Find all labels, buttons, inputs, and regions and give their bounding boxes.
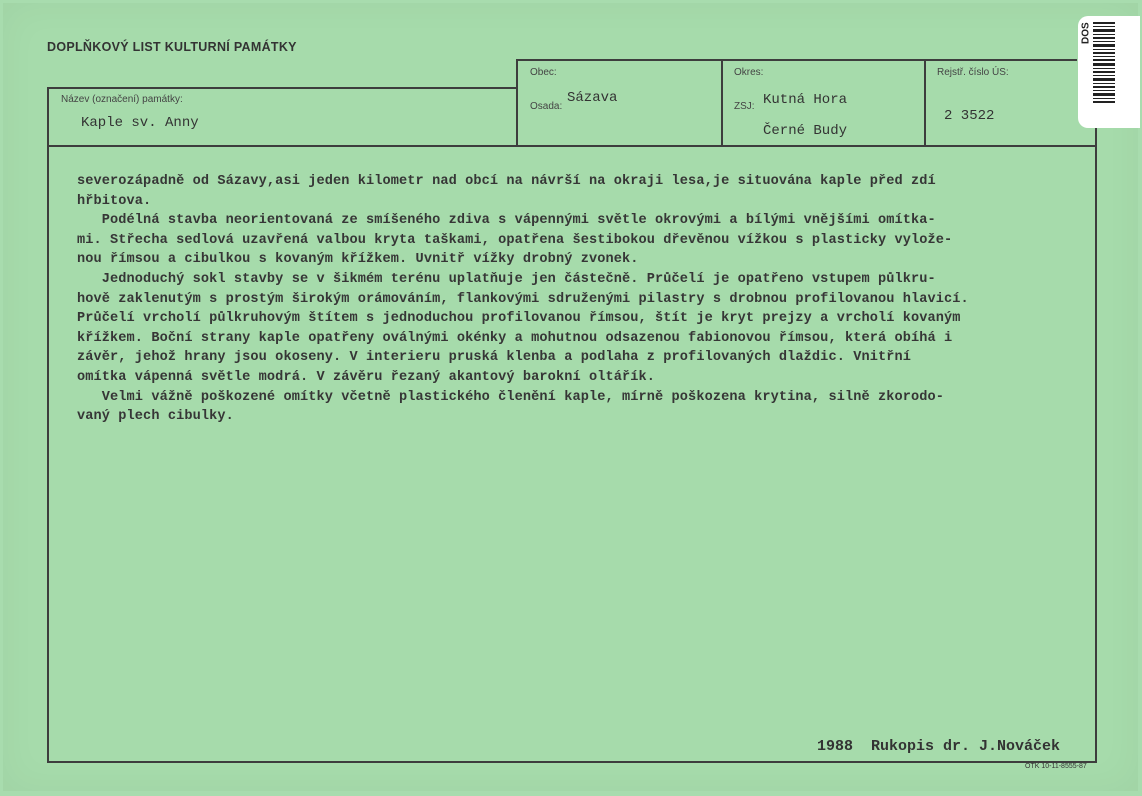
rejstr-label: Rejstř. číslo ÚS: [937, 67, 1009, 78]
description-line: Podélná stavba neorientovaná ze smíšeného zdiva s vápennými světle okrovými a bílými vnějšími omítka- [77, 213, 936, 229]
description-line: nou římsou a cibulkou s kovaným křížkem. Uvnitř vížky drobný zvonek. [77, 252, 639, 268]
print-code: OTK 10-11-8555-87 [1025, 763, 1087, 770]
description-line: Velmi vážně poškozené omítky včetně plastického členění kaple, mírně poškozena krytina, silně zkorodo- [77, 389, 945, 405]
left-border [47, 87, 49, 763]
zsj-value: Černé Budy [763, 123, 848, 139]
okres-label: Okres: [734, 67, 764, 78]
author-note: 1988 Rukopis dr. J.Nováček [817, 738, 1061, 755]
description-line: omítka vápenná světle modrá. V závěru řezaný akantový barokní oltářík. [77, 369, 656, 385]
barcode-icon [1093, 20, 1115, 104]
description-line: Průčelí vrcholí půlkruhovým štítem s jednoduchou profilovanou římsou, štít je kryt prejzy a vrcholí kovaným [77, 311, 961, 327]
name-row-line [47, 87, 518, 89]
osada-label: Osada: [530, 101, 563, 112]
description-line: hově zaklenutým s prostým širokým orámováním, flankovými sdruženými pilastry s drobnou profilovanou hlavicí. [77, 291, 969, 307]
form-title: DOPLŇKOVÝ LIST KULTURNÍ PAMÁTKY [47, 40, 297, 54]
divider-obec [516, 59, 518, 146]
bottom-border [47, 761, 1097, 763]
okres-value: Kutná Hora [763, 92, 848, 108]
header-bottom-line [47, 145, 1097, 147]
nazev-label: Název (označení) památky: [61, 94, 183, 105]
zsj-label: ZSJ: [734, 101, 755, 112]
divider-okres [721, 59, 723, 146]
rejstr-value: 2 3522 [944, 108, 995, 124]
description-line: křížkem. Boční strany kaple opatřeny oválnými okénky a mohutnou odsazenou fabionovou římsou, která obíhá i [77, 330, 953, 346]
obec-value: Sázava [567, 90, 618, 106]
monument-description [77, 172, 1097, 427]
divider-rejstr [924, 59, 926, 146]
description-line: severozápadně od Sázavy,asi jeden kilometr nad obcí na návrší na okraji lesa,je situována kaple před zdí [77, 174, 936, 189]
description-line: mi. Střecha sedlová uzavřená valbou kryta taškami, opatřena šestibokou dřevěnou vížkou s plasticky vylože- [77, 232, 953, 248]
description-line: vaný plech cibulky. [77, 409, 234, 425]
description-line: závěr, jehož hrany jsou okoseny. V interieru pruská klenba a podlaha z profilovaných dlaždic. Vnitřní [77, 350, 912, 366]
obec-label: Obec: [530, 67, 557, 78]
barcode-label-text: DOS [1080, 22, 1092, 44]
description-line: hřbitova. [77, 193, 152, 209]
description-line: Jednoduchý sokl stavby se v šikmém terénu uplatňuje jen částečně. Průčelí je opatřeno vstupem půlkru- [77, 271, 936, 287]
nazev-value: Kaple sv. Anny [81, 115, 199, 131]
top-row-line [517, 59, 1077, 61]
